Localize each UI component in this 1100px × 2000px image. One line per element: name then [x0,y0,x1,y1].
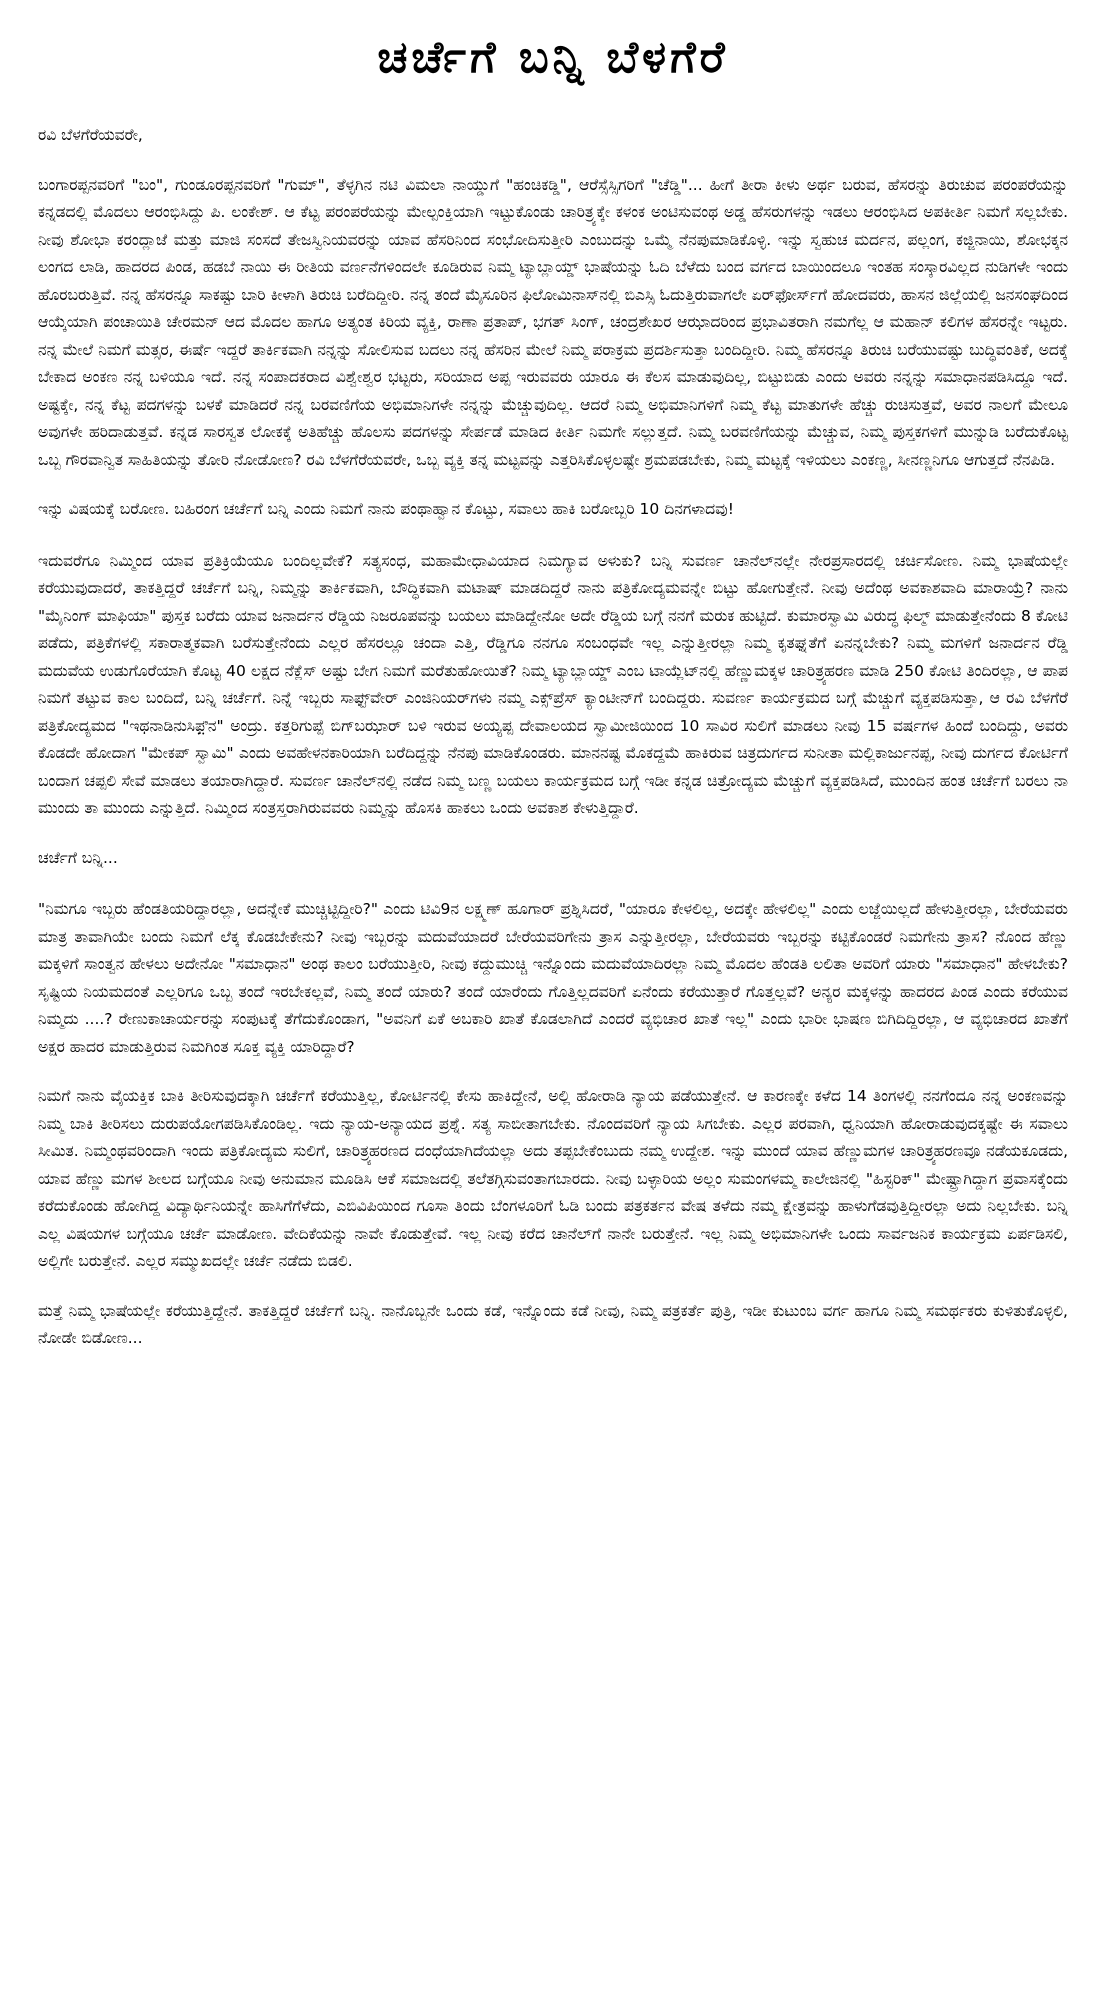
paragraph-1-name-calling: ಬಂಗಾರಪ್ಪನವರಿಗೆ "ಬಂ", ಗುಂಡೂರಪ್ಪನವರಿಗೆ "ಗುಮ್", ತೆಳ್ಳಗಿನ ನಟಿ ವಿಮಲಾ ನಾಯ್ಡುಗೆ "ಹಂಚಿಕಡ್ಡಿ", ಆರೆಸ್ಸೆಸ್ಸಿಗರಿಗೆ "ಚೆಡ್ಡಿ"... ಹೀಗೆ ತೀರಾ ಕೀಳು ಅರ್ಥ ಬರುವ, ಹೆಸರನ್ನು ತಿರುಚುವ ಪರಂಪರೆಯನ್ನು ಕನ್ನಡದಲ್ಲಿ ಮೊದಲು ಆರಂಭಿಸಿದ್ದು ಪಿ. ಲಂಕೇಶ್. ಆ ಕೆಟ್ಟ ಪರಂಪರೆಯನ್ನು ಮೇಲ್ಪಂಕ್ತಿಯಾಗಿ ಇಟ್ಟುಕೊಂಡು ಚಾರಿತ್ರ್ಯಕ್ಕೇ ಕಳಂಕ ಅಂಟಿಸುವಂಥ ಅಡ್ಡ ಹೆಸರುಗಳನ್ನು ಇಡಲು ಆರಂಭಿಸಿದ ಅಪಕೀರ್ತಿ ನಿಮಗೆ ಸಲ್ಲಬೇಕು. ನೀವು ಶೋಭಾ ಕರಂದ್ಲಾಜೆ ಮತ್ತು ಮಾಜಿ ಸಂಸದೆ ತೇಜಸ್ವಿನಿಯವರನ್ನು ಯಾವ ಹೆಸರಿನಿಂದ ಸಂಭೋದಿಸುತ್ತೀರಿ ಎಂಬುದನ್ನು ಒಮ್ಮೆ ನೆನಪುಮಾಡಿಕೊಳ್ಳಿ. ಇನ್ನು ಸ್ವಹುಚ ಮರ್ದನ, ಪಲ್ಲಂಗ, ಕಜ್ಜಿನಾಯಿ, ಶೋಭಕ್ಕನ ಲಂಗದ ಲಾಡಿ, ಹಾದರದ ಪಿಂಡ, ಹಡಬೆ ನಾಯಿ ಈ ರೀತಿಯ ವರ್ಣನೆಗಳಿಂದಲೇ ಕೂಡಿರುವ ನಿಮ್ಮ ಟ್ಯಾಬ್ಲಾಯ್ಡ್ ಭಾಷೆಯನ್ನು ಓದಿ ಬೆಳೆದು ಬಂದ ವರ್ಗದ ಬಾಯಿಂದಲೂ ಇಂತಹ ಸಂಸ್ಕಾರವಿಲ್ಲದ ನುಡಿಗಳೇ ಇಂದು ಹೊರಬರುತ್ತಿವೆ. ನನ್ನ ಹೆಸರನ್ನೂ ಸಾಕಷ್ಟು ಬಾರಿ ಕೀಳಾಗಿ ತಿರುಚಿ ಬರೆದಿದ್ದೀರಿ. ನನ್ನ ತಂದೆ ಮೈಸೂರಿನ ಫಿಲೋಮಿನಾಸ್‌ನಲ್ಲಿ ಬಿಎಸ್ಸಿ ಓದುತ್ತಿರುವಾಗಲೇ ಏರ್‌ಫೋರ್ಸ್‌ಗೆ ಹೋದವರು, ಹಾಸನ ಜಿಲ್ಲೆಯಲ್ಲಿ ಜನಸಂಘದಿಂದ ಆಯ್ಕೆಯಾಗಿ ಪಂಚಾಯಿತಿ ಚೇರಮನ್ ಆದ ಮೊದಲ ಹಾಗೂ ಅತ್ಯಂತ ಕಿರಿಯ ವ್ಯಕ್ತಿ, ರಾಣಾ ಪ್ರತಾಪ್, ಭಗತ್ ಸಿಂಗ್, ಚಂದ್ರಶೇಖರ ಆಝಾದರಿಂದ ಪ್ರಭಾವಿತರಾಗಿ ನಮಗೆಲ್ಲ ಆ ಮಹಾನ್ ಕಲಿಗಳ ಹೆಸರನ್ನೇ ಇಟ್ಟರು. ನನ್ನ ಮೇಲೆ ನಿಮಗೆ ಮತ್ಸರ, ಈರ್ಷೆ ಇದ್ದರೆ ತಾರ್ಕಿಕವಾಗಿ ನನ್ನನ್ನು ಸೋಲಿಸುವ ಬದಲು ನನ್ನ ಹೆಸರಿನ ಮೇಲೆ ನಿಮ್ಮ ಪರಾಕ್ರಮ ಪ್ರದರ್ಶಿಸುತ್ತಾ ಬಂದಿದ್ದೀರಿ. ನಿಮ್ಮ ಹೆಸರನ್ನೂ ತಿರುಚಿ ಬರೆಯುವಷ್ಟು ಬುದ್ಧಿವಂತಿಕೆ, ಅದಕ್ಕೆ ಬೇಕಾದ ಅಂಕಣ ನನ್ನ ಬಳಿಯೂ ಇದೆ. ನನ್ನ ಸಂಪಾದಕರಾದ ವಿಶ್ವೇಶ್ವರ ಭಟ್ಟರು, ಸರಿಯಾದ ಅಪ್ಪ ಇರುವವರು ಯಾರೂ ಈ ಕೆಲಸ ಮಾಡುವುದಿಲ್ಲ, ಬಿಟ್ಟುಬಿಡು ಎಂದು ಅವರು ನನ್ನನ್ನು ಸಮಾಧಾನಪಡಿಸಿದ್ದೂ ಇದೆ. ಅಷ್ಟಕ್ಕೇ, ನನ್ನ ಕೆಟ್ಟ ಪದಗಳನ್ನು ಬಳಕೆ ಮಾಡಿದರೆ ನನ್ನ ಬರವಣಿಗೆಯ ಅಭಿಮಾನಿಗಳೇ ನನ್ನನ್ನು ಮೆಚ್ಚುವುದಿಲ್ಲ. ಆದರೆ ನಿಮ್ಮ ಅಭಿಮಾನಿಗಳಿಗೆ ನಿಮ್ಮ ಕೆಟ್ಟ ಮಾತುಗಳೇ ಹೆಚ್ಚು ರುಚಿಸುತ್ತವೆ, ಅವರ ನಾಲಗೆ ಮೇಲೂ ಅವುಗಳೇ ಹರಿದಾಡುತ್ತವೆ. ಕನ್ನಡ ಸಾರಸ್ವತ ಲೋಕಕ್ಕೆ ಅತಿಹೆಚ್ಚು ಹೊಲಸು ಪದಗಳನ್ನು ಸೇರ್ಪಡೆ ಮಾಡಿದ ಕೀರ್ತಿ ನಿಮಗೇ ಸಲ್ಲುತ್ತದೆ. ನಿಮ್ಮ ಬರವಣಿಗೆಯನ್ನು ಮೆಚ್ಚುವ, ನಿಮ್ಮ ಪುಸ್ತಕಗಳಿಗೆ ಮುನ್ನುಡಿ ಬರೆದುಕೊಟ್ಟ ಒಬ್ಬ ಗೌರವಾನ್ವಿತ ಸಾಹಿತಿಯನ್ನು ತೋರಿ ನೋಡೋಣ? ರವಿ ಬೆಳಗೆರೆಯವರೇ, ಒಬ್ಬ ವ್ಯಕ್ತಿ ತನ್ನ ಮಟ್ಟವನ್ನು ಎತ್ತರಿಸಿಕೊಳ್ಳಲಷ್ಟೇ ಶ್ರಮಪಡಬೇಕು, ನಿಮ್ಮ ಮಟ್ಟಕ್ಕೆ ಇಳಿಯಲು ಎಂಕಣ್ಣ, ಸೀನಣ್ಣನಿಗೂ ಆಗುತ್ತದೆ ನೆನಪಿಡಿ. [38,175,1068,469]
page-title: ಚರ್ಚೆಗೆ ಬನ್ನಿ ಬೆಳಗೆರೆ [377,32,729,83]
paragraph-7-final-call: ಮತ್ತೆ ನಿಮ್ಮ ಭಾಷೆಯಲ್ಲೇ ಕರೆಯುತ್ತಿದ್ದೇನೆ. ತಾಕತ್ತಿದ್ದರೆ ಚರ್ಚೆಗೆ ಬನ್ನಿ. ನಾನೊಬ್ಬನೇ ಒಂದು ಕಡೆ, ಇನ್ನೊಂದು ಕಡೆ ನೀವು, ನಿಮ್ಮ ಪತ್ರಕರ್ತೆ ಪುತ್ರಿ, ಇಡೀ ಕುಟುಂಬ ವರ್ಗ ಹಾಗೂ ನಿಮ್ಮ ಸಮರ್ಥಕರು ಕುಳಿತುಕೊಳ್ಳಲಿ, ನೋಡೇ ಬಿಡೋಣ... [38,1301,1068,1347]
salutation: ರವಿ ಬೆಳಗೆರೆಯವರೇ, [38,126,143,144]
paragraph-6-justice: ನಿಮಗೆ ನಾನು ವೈಯಕ್ತಿಕ ಬಾಕಿ ತೀರಿಸುವುದಕ್ಕಾಗಿ ಚರ್ಚೆಗೆ ಕರೆಯುತ್ತಿಲ್ಲ, ಕೋರ್ಟಿನಲ್ಲಿ ಕೇಸು ಹಾಕಿದ್ದೇನೆ, ಅಲ್ಲಿ ಹೋರಾಡಿ ನ್ಯಾಯ ಪಡೆಯುತ್ತೇನೆ. ಆ ಕಾರಣಕ್ಕೇ ಕಳೆದ 14 ತಿಂಗಳಲ್ಲಿ ನನಗೆಂದೂ ನನ್ನ ಅಂಕಣವನ್ನು ನಿಮ್ಮ ಬಾಕಿ ತೀರಿಸಲು ದುರುಪಯೋಗಪಡಿಸಿಕೊಂಡಿಲ್ಲ. ಇದು ನ್ಯಾಯ-ಅನ್ಯಾಯದ ಪ್ರಶ್ನೆ. ಸತ್ಯ ಸಾಬೀತಾಗಬೇಕು. ನೊಂದವರಿಗೆ ನ್ಯಾಯ ಸಿಗಬೇಕು. ಎಲ್ಲರ ಪರವಾಗಿ, ಧ್ವನಿಯಾಗಿ ಹೋರಾಡುವುದಕ್ಕಷ್ಟೇ ಈ ಸವಾಲು ಸೀಮಿತ. ನಿಮ್ಮಂಥವರಿಂದಾಗಿ ಇಂದು ಪತ್ರಿಕೋದ್ಯಮ ಸುಲಿಗೆ, ಚಾರಿತ್ರ್ಯಹರಣದ ದಂಧೆಯಾಗಿದೆಯಲ್ಲಾ ಅದು ತಪ್ಪಬೇಕೆಂಬುದು ನಮ್ಮ ಉದ್ದೇಶ. ಇನ್ನು ಮುಂದೆ ಯಾವ ಹೆಣ್ಣುಮಗಳ ಚಾರಿತ್ರ್ಯಹರಣವೂ ನಡೆಯಕೂಡದು, ಯಾವ ಹೆಣ್ಣು ಮಗಳ ಶೀಲದ ಬಗ್ಗೆಯೂ ನೀವು ಅನುಮಾನ ಮೂಡಿಸಿ ಆಕೆ ಸಮಾಜದಲ್ಲಿ ತಲೆತಗ್ಗಿಸುವಂತಾಗಬಾರದು. ನೀವು ಬಳ್ಳಾರಿಯ ಅಲ್ಲಂ ಸುಮಂಗಳಮ್ಮ ಕಾಲೇಜಿನಲ್ಲಿ "ಹಿಸ್ಟರಿಕ್" ಮೇಷ್ಟ್ರಾಗಿದ್ದಾಗ ಪ್ರವಾಸಕ್ಕೆಂದು ಕರೆದುಕೊಂಡು ಹೋಗಿದ್ದ ವಿದ್ಯಾರ್ಥಿನಿಯನ್ನೇ ಹಾಸಿಗೆಗೆಳೆದು, ಎಬಿವಿಪಿಯಿಂದ ಗೂಸಾ ತಿಂದು ಬೆಂಗಳೂರಿಗೆ ಓಡಿ ಬಂದು ಪತ್ರಕರ್ತನ ವೇಷ ತಳೆದು ನಮ್ಮ ಕ್ಷೇತ್ರವನ್ನು ಹಾಳುಗೆಡವುತ್ತಿದ್ದೀರಲ್ಲಾ ಅದು ನಿಲ್ಲಬೇಕು. ಬನ್ನಿ ಎಲ್ಲ ವಿಷಯಗಳ ಬಗ್ಗೆಯೂ ಚರ್ಚೆ ಮಾಡೋಣ. ವೇದಿಕೆಯನ್ನು ನಾವೇ ಕೊಡುತ್ತೇವೆ. ಇಲ್ಲ ನೀವು ಕರೆದ ಚಾನೆಲ್‌ಗೆ ನಾನೇ ಬರುತ್ತೇನೆ. ಇಲ್ಲ ನಿಮ್ಮ ಅಭಿಮಾನಿಗಳೇ ಒಂದು ಸಾರ್ವಜನಿಕ ಕಾರ್ಯಕ್ರಮ ಏರ್ಪಡಿಸಲಿ, ಅಲ್ಲಿಗೇ ಬರುತ್ತೇನೆ. ಎಲ್ಲರ ಸಮ್ಮುಖದಲ್ಲೇ ಚರ್ಚೆ ನಡೆದು ಬಿಡಲಿ. [38,1087,1068,1270]
letter-page [38,30,1068,1375]
paragraph-4-come-debate: ಚರ್ಚೆಗೆ ಬನ್ನಿ... [38,848,118,867]
paragraph-3-no-response: ಇದುವರೆಗೂ ನಿಮ್ಮಿಂದ ಯಾವ ಪ್ರತಿಕ್ರಿಯೆಯೂ ಬಂದಿಲ್ಲವೇಕೆ? ಸತ್ಯಸಂಧ, ಮಹಾಮೇಧಾವಿಯಾದ ನಿಮಗ್ಯಾವ ಅಳುಕು? ಬನ್ನಿ ಸುವರ್ಣ ಚಾನೆಲ್‌ನಲ್ಲೇ ನೇರಪ್ರಸಾರದಲ್ಲಿ ಚರ್ಚಿಸೋಣ. ನಿಮ್ಮ ಭಾಷೆಯಲ್ಲೇ ಕರೆಯುವುದಾದರೆ, ತಾಕತ್ತಿದ್ದರೆ ಚರ್ಚೆಗೆ ಬನ್ನಿ, ನಿಮ್ಮನ್ನು ತಾರ್ಕಿಕವಾಗಿ, ಬೌದ್ಧಿಕವಾಗಿ ಮಟಾಷ್ ಮಾಡದಿದ್ದರೆ ನಾನು ಪತ್ರಿಕೋದ್ಯಮವನ್ನೇ ಬಿಟ್ಟು ಹೋಗುತ್ತೇನೆ. ನೀವು ಅದೆಂಥ ಅವಕಾಶವಾದಿ ಮಾರಾಯ್ರೆ? ನಾನು "ಮೈನಿಂಗ್ ಮಾಫಿಯಾ" ಪುಸ್ತಕ ಬರೆದು ಯಾವ ಜನಾರ್ದನ ರೆಡ್ಡಿಯ ನಿಜರೂಪವನ್ನು ಬಯಲು ಮಾಡಿದ್ದೇನೋ ಅದೇ ರೆಡ್ಡಿಯ ಬಗ್ಗೆ ನನಗೆ ಮರುಕ ಹುಟ್ಟಿದೆ. ಕುಮಾರಸ್ವಾಮಿ ವಿರುದ್ಧ ಫಿಲ್ಮ್ ಮಾಡುತ್ತೇನೆಂದು 8 ಕೋಟಿ ಪಡೆದು, ಪತ್ರಿಕೆಗಳಲ್ಲಿ ಸಕಾರಾತ್ಮಕವಾಗಿ ಬರೆಸುತ್ತೇನೆಂದು ಎಲ್ಲರ ಹೆಸರಲ್ಲೂ ಚಂದಾ ಎತ್ತಿ, ರೆಡ್ಡಿಗೂ ನನಗೂ ಸಂಬಂಧವೇ ಇಲ್ಲ ಎನ್ನುತ್ತೀರಲ್ಲಾ ನಿಮ್ಮ ಕೃತಘ್ನತೆಗೆ ಏನನ್ನಬೇಕು? ನಿಮ್ಮ ಮಗಳಿಗೆ ಜನಾರ್ದನ ರೆಡ್ಡಿ ಮದುವೆಯ ಉಡುಗೊರೆಯಾಗಿ ಕೊಟ್ಟ 40 ಲಕ್ಷದ ನೆಕ್ಲೆಸ್ ಅಷ್ಟು ಬೇಗ ನಿಮಗೆ ಮರೆತುಹೋಯಿತೆ? ನಿಮ್ಮ ಟ್ಯಾಬ್ಲಾಯ್ಡ್ ಎಂಬ ಟಾಯ್ಲೆಟ್‌ನಲ್ಲಿ ಹೆಣ್ಣುಮಕ್ಕಳ ಚಾರಿತ್ರ್ಯಹರಣ ಮಾಡಿ 250 ಕೋಟಿ ತಿಂದಿರಲ್ಲಾ, ಆ ಪಾಪ ನಿಮಗೆ ತಟ್ಟುವ ಕಾಲ ಬಂದಿದೆ, ಬನ್ನಿ ಚರ್ಚೆಗೆ. ನಿನ್ನೆ ಇಬ್ಬರು ಸಾಫ್ಟ್‌ವೇರ್ ಎಂಜಿನಿಯರ್‌ಗಳು ನಮ್ಮ ಎಕ್ಸ್‌ಪ್ರೆಸ್ ಕ್ಯಾಂಟೀನ್‌ಗೆ ಬಂದಿದ್ದರು. ಸುವರ್ಣ ಕಾರ್ಯಕ್ರಮದ ಬಗ್ಗೆ ಮೆಚ್ಚುಗೆ ವ್ಯಕ್ತಪಡಿಸುತ್ತಾ, ಆ ರವಿ ಬೆಳಗೆರೆ ಪತ್ರಿಕೋದ್ಯಮದ "ಇಥನಾಡಿನುಸಿಫ಼ಿನ" ಅಂದ್ರು. ಕತ್ತರಿಗುಪ್ಪೆ ಬಿಗ್‌ಬಝಾರ್ ಬಳಿ ಇರುವ ಅಯ್ಯಪ್ಪ ದೇವಾಲಯದ ಸ್ವಾಮೀಜಿಯಿಂದ 10 ಸಾವಿರ ಸುಲಿಗೆ ಮಾಡಲು ನೀವು 15 ವರ್ಷಗಳ ಹಿಂದೆ ಬಂದಿದ್ದು, ಅವರು ಕೊಡದೇ ಹೋದಾಗ "ಮೇಕಪ್ ಸ್ವಾಮಿ" ಎಂದು ಅವಹೇಳನಕಾರಿಯಾಗಿ ಬರೆದಿದ್ದನ್ನು ನೆನಪು ಮಾಡಿಕೊಂಡರು. ಮಾನನಷ್ಟ ಮೊಕದ್ದಮೆ ಹಾಕಿರುವ ಚಿತ್ರದುರ್ಗದ ಸುನೀತಾ ಮಲ್ಲಿಕಾರ್ಜುನಪ್ಪ, ನೀವು ದುರ್ಗದ ಕೋರ್ಟಿಗೆ ಬಂದಾಗ ಚಪ್ಪಲಿ ಸೇವೆ ಮಾಡಲು ತಯಾರಾಗಿದ್ದಾರೆ. ಸುವರ್ಣ ಚಾನೆಲ್‌ನಲ್ಲಿ ನಡೆದ ನಿಮ್ಮ ಬಣ್ಣ ಬಯಲು ಕಾರ್ಯಕ್ರಮದ ಬಗ್ಗೆ ಇಡೀ ಕನ್ನಡ ಚಿತ್ರೋದ್ಯಮ ಮೆಚ್ಚುಗೆ ವ್ಯಕ್ತಪಡಿಸಿದೆ, ಮುಂದಿನ ಹಂತ ಚರ್ಚೆಗೆ ಬರಲು ನಾ ಮುಂದು ತಾ ಮುಂದು ಎನ್ನುತ್ತಿದೆ. ನಿಮ್ಮಿಂದ ಸಂತ್ರಸ್ತರಾಗಿರುವವರು ನಿಮ್ಮನ್ನು ಹೊಸಕಿ ಹಾಕಲು ಒಂದು ಅವಕಾಶ ಕೇಳುತ್ತಿದ್ದಾರೆ. [38,551,1068,817]
paragraph-2-challenge: ಇನ್ನು ವಿಷಯಕ್ಕೆ ಬರೋಣ. ಬಹಿರಂಗ ಚರ್ಚೆಗೆ ಬನ್ನಿ ಎಂದು ನಿಮಗೆ ನಾನು ಪಂಥಾಹ್ವಾನ ಕೊಟ್ಟು, ಸವಾಲು ಹಾಕಿ ಬರೋಬ್ಬರಿ 10 ದಿನಗಳಾದವು! [38,500,734,518]
paragraph-5-two-wives: "ನಿಮಗೂ ಇಬ್ಬರು ಹೆಂಡತಿಯರಿದ್ದಾರಲ್ಲಾ, ಅದನ್ನೇಕೆ ಮುಚ್ಚಿಟ್ಟಿದ್ದೀರಿ?" ಎಂದು ಟಿವಿ9ನ ಲಕ್ಷ್ಮಣ್ ಹೂಗಾರ್ ಪ್ರಶ್ನಿಸಿದರೆ, "ಯಾರೂ ಕೇಳಲಿಲ್ಲ, ಅದಕ್ಕೇ ಹೇಳಲಿಲ್ಲ" ಎಂದು ಲಜ್ಜೆಯಿಲ್ಲದೆ ಹೇಳುತ್ತೀರಲ್ಲಾ, ಬೇರೆಯವರು ಮಾತ್ರ ತಾವಾಗಿಯೇ ಬಂದು ನಿಮಗೆ ಲೆಕ್ಕ ಕೊಡಬೇಕೇನು? ನೀವು ಇಬ್ಬರನ್ನು ಮದುವೆಯಾದರೆ ಬೇರೆಯವರಿಗೇನು ತ್ರಾಸ ಎನ್ನುತ್ತೀರಲ್ಲಾ, ಬೇರೆಯವರು ಇಬ್ಬರನ್ನು ಕಟ್ಟಿಕೊಂಡರೆ ನಿಮಗೇನು ತ್ರಾಸ? ನೊಂದ ಹೆಣ್ಣು ಮಕ್ಕಳಿಗೆ ಸಾಂತ್ವನ ಹೇಳಲು ಅದೇನೋ "ಸಮಾಧಾನ" ಅಂಥ ಕಾಲಂ ಬರೆಯುತ್ತೀರಿ, ನೀವು ಕದ್ದುಮುಚ್ಚಿ ಇನ್ನೊಂದು ಮದುವೆಯಾದಿರಲ್ಲಾ ನಿಮ್ಮ ಮೊದಲ ಹೆಂಡತಿ ಲಲಿತಾ ಅವರಿಗೆ ಯಾರು "ಸಮಾಧಾನ" ಹೇಳಬೇಕು? ಸೃಷ್ಟಿಯ ನಿಯಮದಂತೆ ಎಲ್ಲರಿಗೂ ಒಬ್ಬ ತಂದೆ ಇರಬೇಕಲ್ಲವೆ, ನಿಮ್ಮ ತಂದೆ ಯಾರು? ತಂದೆ ಯಾರೆಂದು ಗೊತ್ತಿಲ್ಲದವರಿಗೆ ಏನೆಂದು ಕರೆಯುತ್ತಾರೆ ಗೊತ್ತಲ್ಲವೆ? ಅನ್ಯರ ಮಕ್ಕಳನ್ನು ಹಾದರದ ಪಿಂಡ ಎಂದು ಕರೆಯುವ ನಿಮ್ಮದು ....? ರೇಣುಕಾಚಾರ್ಯರನ್ನು ಸಂಪುಟಕ್ಕೆ ತೆಗೆದುಕೊಂಡಾಗ, "ಅವನಿಗೆ ಏಕೆ ಅಬಕಾರಿ ಖಾತೆ ಕೊಡಲಾಗಿದೆ ಎಂದರೆ ವ್ಯಭಿಚಾರ ಖಾತೆ ಇಲ್ಲ" ಎಂದು ಭಾರೀ ಭಾಷಣ ಬಿಗಿದಿದ್ದಿರಲ್ಲಾ, ಆ ವ್ಯಭಿಚಾರದ ಖಾತೆಗೆ ಅಕ್ಷರ ಹಾದರ ಮಾಡುತ್ತಿರುವ ನಿಮಗಿಂತ ಸೂಕ್ತ ವ್ಯಕ್ತಿ ಯಾರಿದ್ದಾರೆ? [38,900,1068,1056]
